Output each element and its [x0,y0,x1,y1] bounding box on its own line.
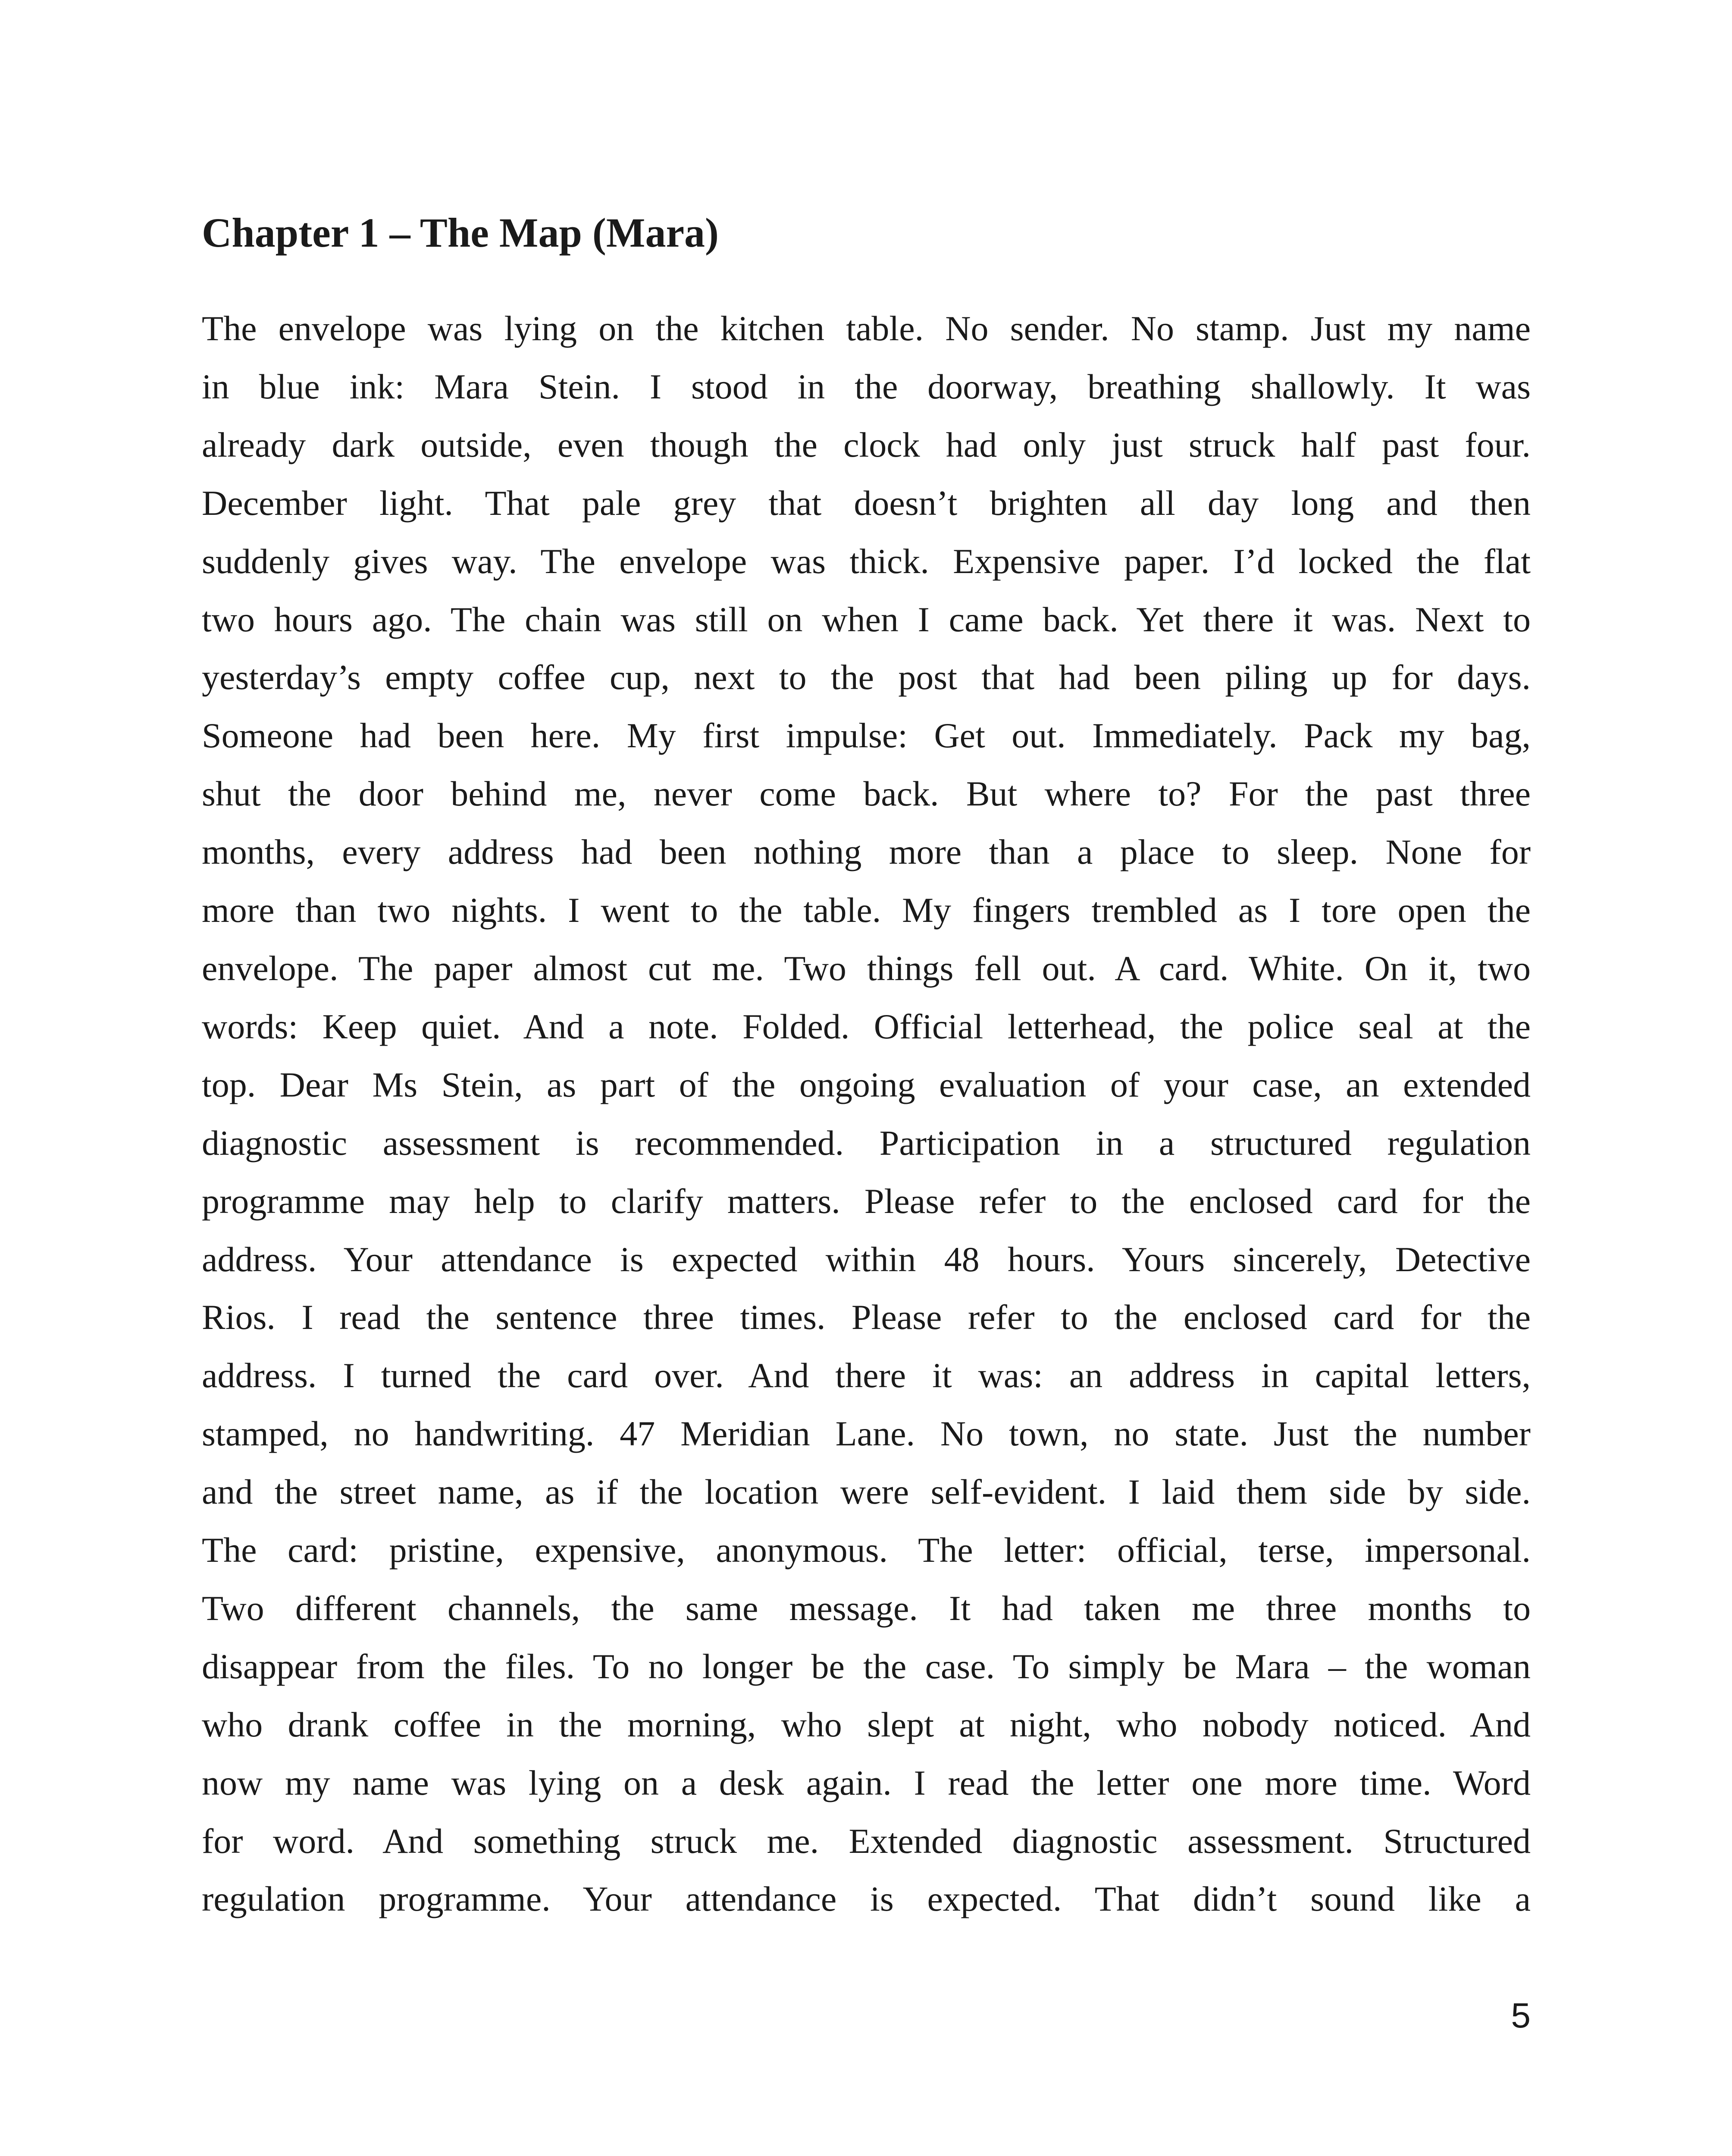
text-line: address. I turned the card over. And there it was: an address in capital letters, [202,1356,1531,1395]
chapter-title: Chapter 1 – The Map (Mara) [202,210,719,256]
text-line: programme may help to clarify matters. Please refer to the enclosed card for the [202,1181,1531,1221]
text-line: envelope. The paper almost cut me. Two things fell out. A card. White. On it, two [202,948,1531,988]
text-line: Someone had been here. My first impulse: Get out. Immediately. Pack my bag, [202,716,1531,755]
text-line: more than two nights. I went to the table. My fingers trembled as I tore open the [202,890,1531,930]
page-number: 5 [1511,1996,1531,2035]
text-line: disappear from the files. To no longer be the case. To simply be Mara – the woman [202,1646,1531,1686]
text-line: Rios. I read the sentence three times. Please refer to the enclosed card for the [202,1297,1531,1337]
text-line: Two different channels, the same message. It had taken me three months to [202,1588,1531,1628]
text-line: yesterday’s empty coffee cup, next to the post that had been piling up for days. [202,658,1531,697]
text-line: months, every address had been nothing more than a place to sleep. None for [202,832,1531,872]
text-line: in blue ink: Mara Stein. I stood in the doorway, breathing shallowly. It was [202,367,1531,406]
text-line: and the street name, as if the location were self-evident. I laid them side by side. [202,1472,1531,1512]
text-line: suddenly gives way. The envelope was thick. Expensive paper. I’d locked the flat [202,541,1531,581]
text-line: diagnostic assessment is recommended. Participation in a structured regulation [202,1123,1531,1163]
text-line: already dark outside, even though the clock had only just struck half past four. [202,425,1531,464]
text-line: now my name was lying on a desk again. I read the letter one more time. Word [202,1763,1531,1802]
body-text [202,300,1531,1928]
text-line: who drank coffee in the morning, who slept at night, who nobody noticed. And [202,1705,1531,1744]
text-line: address. Your attendance is expected within 48 hours. Yours sincerely, Detective [202,1239,1531,1279]
text-line: top. Dear Ms Stein, as part of the ongoing evaluation of your case, an extended [202,1065,1531,1104]
text-line: regulation programme. Your attendance is expected. That didn’t sound like a [202,1879,1531,1919]
text-line: stamped, no handwriting. 47 Meridian Lane. No town, no state. Just the number [202,1414,1531,1454]
text-line: two hours ago. The chain was still on when I came back. Yet there it was. Next to [202,599,1531,639]
text-line: The envelope was lying on the kitchen table. No sender. No stamp. Just my name [202,309,1531,348]
text-line: shut the door behind me, never come back. But where to? For the past three [202,774,1531,814]
text-line: December light. That pale grey that doesn’t brighten all day long and then [202,483,1531,523]
text-line: for word. And something struck me. Extended diagnostic assessment. Structured [202,1821,1531,1861]
text-line: The card: pristine, expensive, anonymous. The letter: official, terse, impersonal. [202,1530,1531,1570]
text-line: words: Keep quiet. And a note. Folded. Official letterhead, the police seal at the [202,1006,1531,1046]
